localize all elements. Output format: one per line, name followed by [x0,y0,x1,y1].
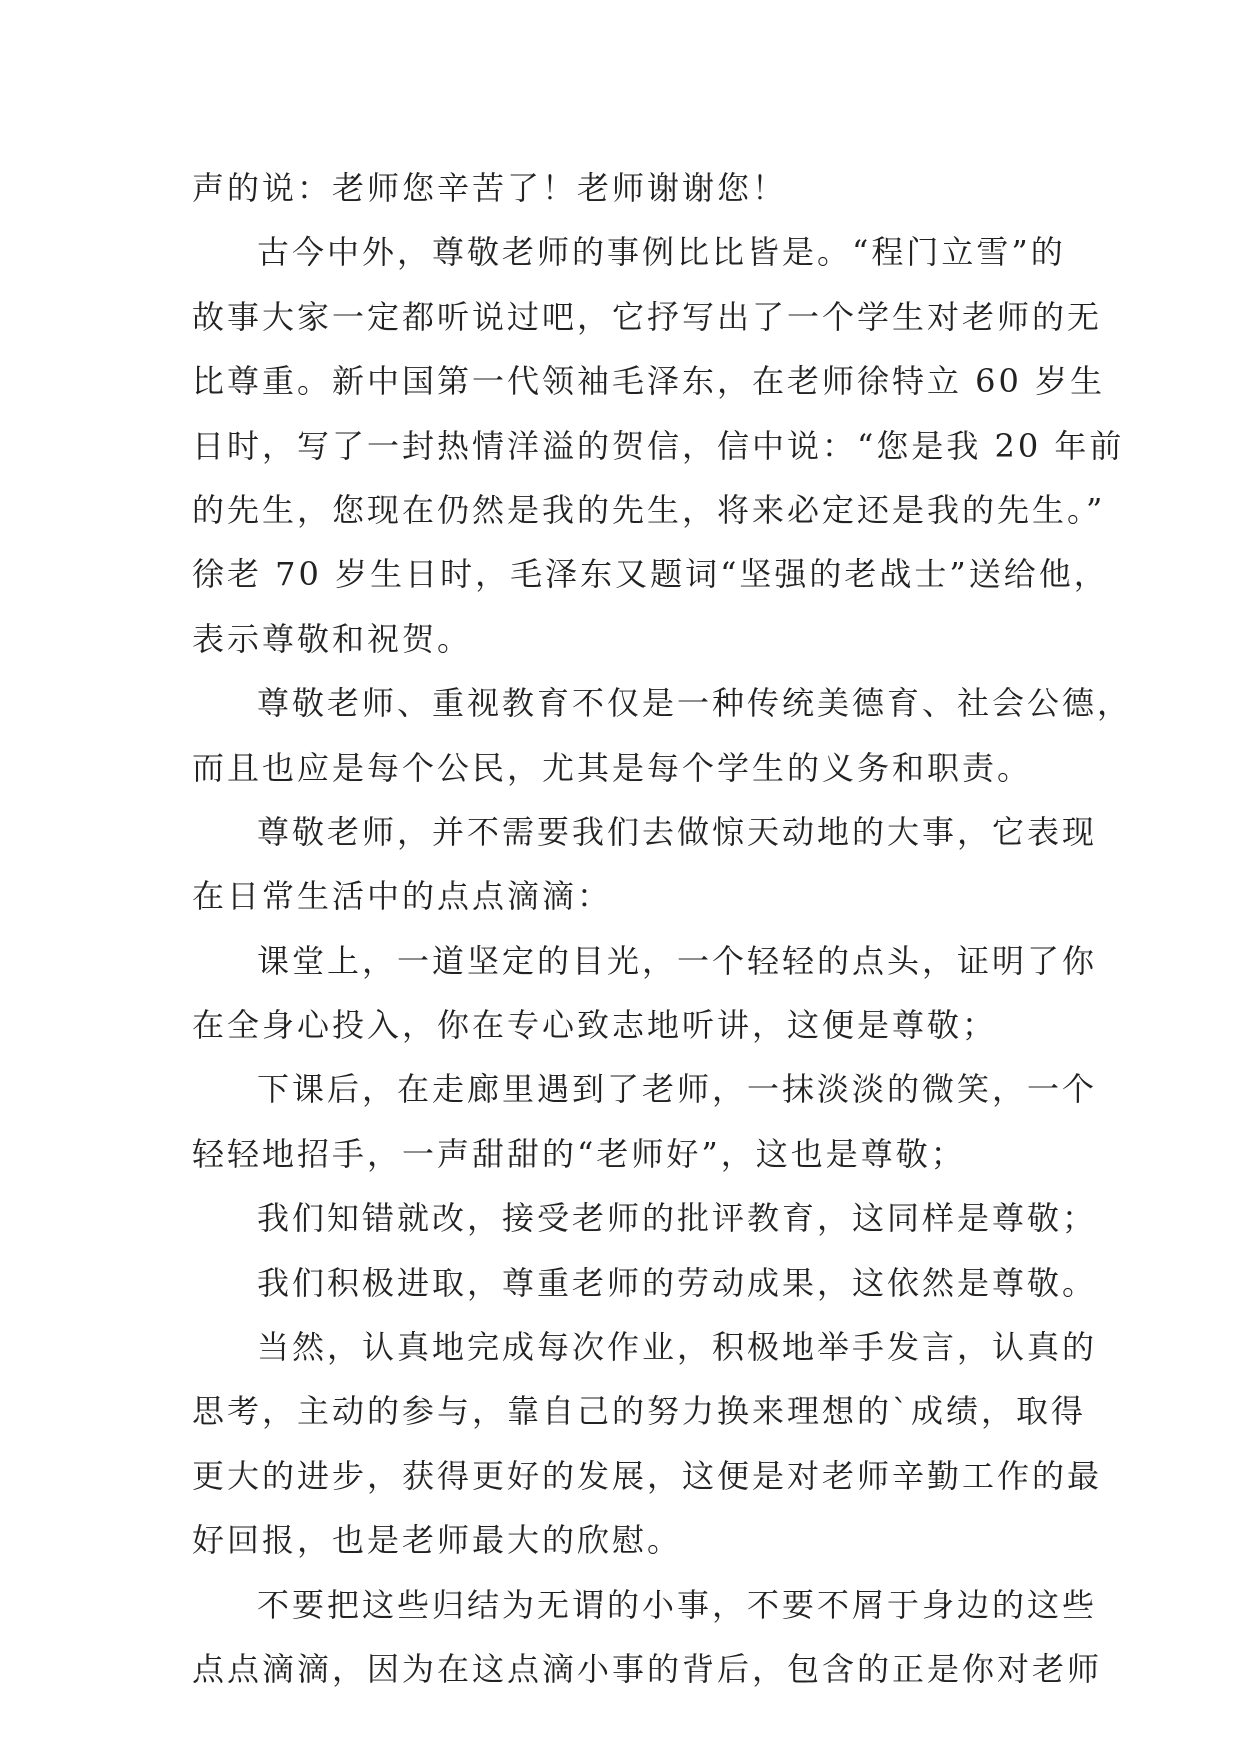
text-line: 日时，写了一封热情洋溢的贺信，信中说：“您是我 20 年前 [192,426,1125,465]
text-line: 好回报，也是老师最大的欣慰。 [192,1521,683,1560]
text-line: 我们积极进取，尊重老师的劳动成果，这依然是尊敬。 [257,1263,1098,1302]
text-line: 轻轻地招手，一声甜甜的“老师好”，这也是尊敬； [192,1134,966,1173]
text-line: 古今中外，尊敬老师的事例比比皆是。“程门立雪”的 [257,233,1066,272]
text-line: 当然，认真地完成每次作业，积极地举手发言，认真的 [257,1328,1098,1367]
text-line: 在日常生活中的点点滴滴： [192,877,613,916]
text-line: 在全身心投入，你在专心致志地听讲，这便是尊敬； [192,1006,998,1045]
text-line: 徐老 70 岁生日时，毛泽东又题词“坚强的老战士”送给他， [192,555,1109,594]
document-body [192,156,1133,1701]
text-line: 而且也应是每个公民，尤其是每个学生的义务和职责。 [192,748,1033,787]
text-line: 的先生，您现在仍然是我的先生，将来必定还是我的先生。” [192,490,1106,529]
text-line: 我们知错就改，接受老师的批评教育，这同样是尊敬； [257,1199,1098,1238]
text-line: 思考，主动的参与，靠自己的努力换来理想的`成绩，取得 [192,1392,1087,1431]
text-line: 尊敬老师、重视教育不仅是一种传统美德育、社会公德， [257,684,1133,723]
text-line: 点点滴滴，因为在这点滴小事的背后，包含的正是你对老师 [192,1649,1103,1688]
text-line: 比尊重。新中国第一代领袖毛泽东，在老师徐特立 60 岁生 [192,362,1106,401]
text-line: 更大的进步，获得更好的发展，这便是对老师辛勤工作的最 [192,1456,1103,1495]
text-line: 表示尊敬和祝贺。 [192,619,473,658]
text-line: 尊敬老师，并不需要我们去做惊天动地的大事，它表现 [257,812,1098,851]
text-line: 下课后，在走廊里遇到了老师，一抹淡淡的微笑，一个 [257,1070,1098,1109]
text-line: 不要把这些归结为无谓的小事，不要不屑于身边的这些 [257,1585,1098,1624]
text-line: 课堂上，一道坚定的目光，一个轻轻的点头，证明了你 [257,941,1098,980]
text-line: 故事大家一定都听说过吧，它抒写出了一个学生对老师的无 [192,297,1103,336]
text-line: 声的说：老师您辛苦了！老师谢谢您！ [192,169,788,207]
